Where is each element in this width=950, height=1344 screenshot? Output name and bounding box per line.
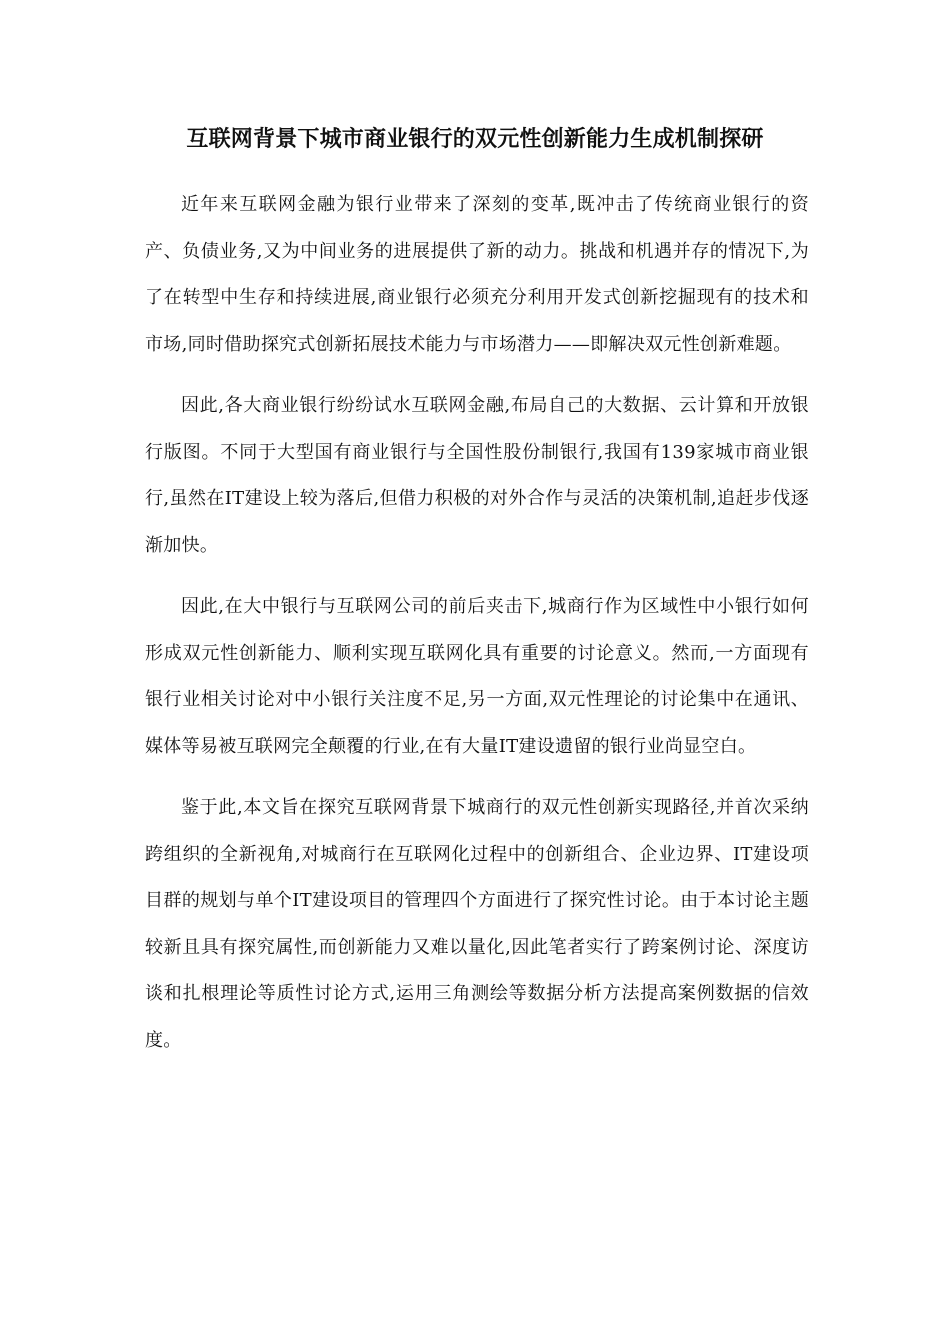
document-body	[145, 182, 809, 1079]
document-title: 互联网背景下城市商业银行的双元性创新能力生成机制探研	[186, 126, 764, 152]
paragraph-1: 近年来互联网金融为银行业带来了深刻的变革,既冲击了传统商业银行的资产、负债业务,又为中间业务的进展提供了新的动力。挑战和机遇并存的情况下,为了在转型中生存和持续进展,商业银行必须充分利用开发式创新挖掘现有的技术和市场,同时借助探究式创新拓展技术能力与市场潜力——即解决双元性创新难题。	[145, 194, 809, 355]
paragraph-3: 因此,在大中银行与互联网公司的前后夹击下,城商行作为区域性中小银行如何形成双元性创新能力、顺利实现互联网化具有重要的讨论意义。然而,一方面现有银行业相关讨论对中小银行关注度不足,另一方面,双元性理论的讨论集中在通讯、媒体等易被互联网完全颠覆的行业,在有大量IT建设遗留的银行业尚显空白。	[145, 596, 809, 757]
paragraph-4: 鉴于此,本文旨在探究互联网背景下城商行的双元性创新实现路径,并首次采纳跨组织的全新视角,对城商行在互联网化过程中的创新组合、企业边界、IT建设项目群的规划与单个IT建设项目的管理四个方面进行了探究性讨论。由于本讨论主题较新且具有探究属性,而创新能力又难以量化,因此笔者实行了跨案例讨论、深度访谈和扎根理论等质性讨论方式,运用三角测绘等数据分析方法提高案例数据的信效度。	[145, 797, 809, 1051]
paragraph-2: 因此,各大商业银行纷纷试水互联网金融,布局自己的大数据、云计算和开放银行版图。不同于大型国有商业银行与全国性股份制银行,我国有139家城市商业银行,虽然在IT建设上较为落后,但借力积极的对外合作与灵活的决策机制,追赶步伐逐渐加快。	[145, 395, 809, 556]
